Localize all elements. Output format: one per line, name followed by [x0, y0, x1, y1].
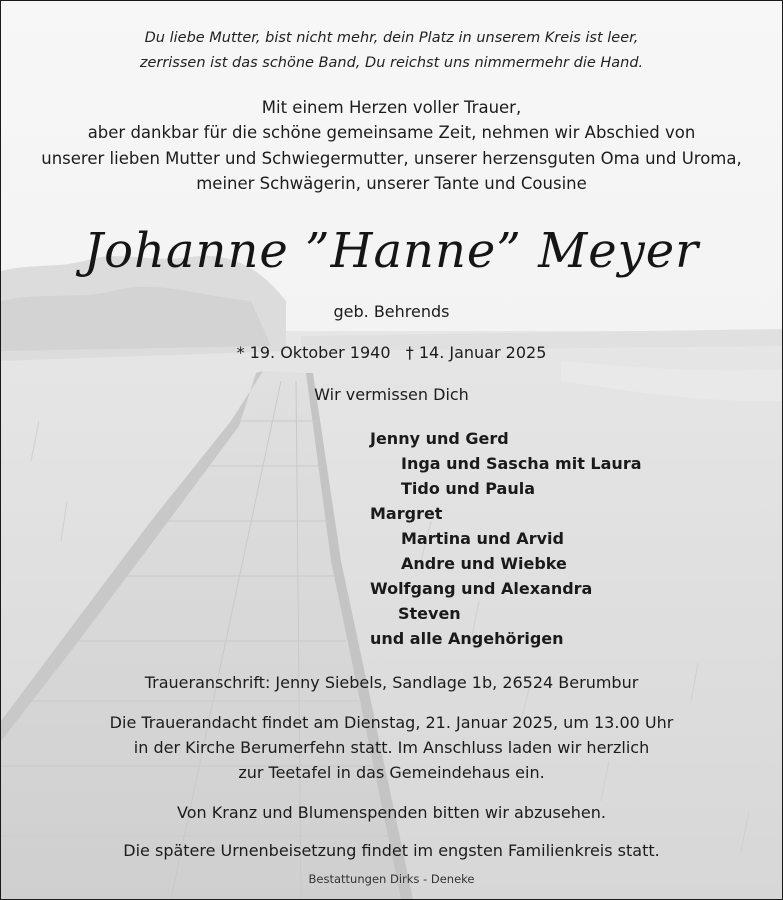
mourning-address: Traueranschrift: Jenny Siebels, Sandlage 1b, 26524 Berumbur — [144, 673, 639, 692]
family-member: Inga und Sascha mit Laura — [401, 454, 642, 473]
birth-name: geb. Behrends — [333, 302, 450, 321]
intro-line-4: meiner Schwägerin, unserer Tante und Cousine — [196, 174, 587, 193]
birth-name-wrap — [1, 302, 782, 321]
life-dates: * 19. Oktober 1940 † 14. Januar 2025 — [236, 343, 547, 362]
farewell-line: Wir vermissen Dich — [314, 385, 469, 404]
intro-line-2: aber dankbar für die schöne gemeinsame Zeit, nehmen wir Abschied von — [87, 123, 696, 142]
service-line-2: in der Kirche Berumerfehn statt. Im Anschluss laden wir herzlich — [133, 738, 650, 757]
family-member: und alle Angehörigen — [370, 629, 564, 648]
family-member: Wolfgang und Alexandra — [370, 579, 593, 598]
verse-line-1: Du liebe Mutter, bist nicht mehr, dein Platz in unserem Kreis ist leer, — [144, 30, 639, 46]
family-member: Martina und Arvid — [401, 529, 564, 548]
verse-line-2: zerrissen ist das schöne Band, Du reichst uns nimmermehr die Hand. — [139, 55, 644, 71]
flowers-note: Von Kranz und Blumenspenden bitten wir abzusehen. — [177, 803, 606, 822]
family-member: Tido und Paula — [401, 479, 535, 498]
family-member: Andre und Wiebke — [401, 554, 567, 573]
intro-line-1: Mit einem Herzen voller Trauer, — [261, 98, 522, 117]
urn-burial-note: Die spätere Urnenbeisetzung findet im engsten Familienkreis statt. — [123, 841, 660, 860]
service-line-3: zur Teetafel in das Gemeindehaus ein. — [238, 763, 545, 782]
family-member: Margret — [370, 504, 443, 523]
family-member: Jenny und Gerd — [370, 429, 509, 448]
family-member: Steven — [398, 604, 461, 623]
service-line-1: Die Trauerandacht findet am Dienstag, 21. Januar 2025, um 13.00 Uhr — [109, 713, 674, 732]
intro-line-3: unserer lieben Mutter und Schwiegermutter, unserer herzensguten Oma und Uroma, — [41, 149, 742, 168]
undertaker-credit: Bestattungen Dirks - Deneke — [308, 872, 475, 886]
deceased-name: Johanne ”Hanne” Meyer — [83, 223, 700, 279]
